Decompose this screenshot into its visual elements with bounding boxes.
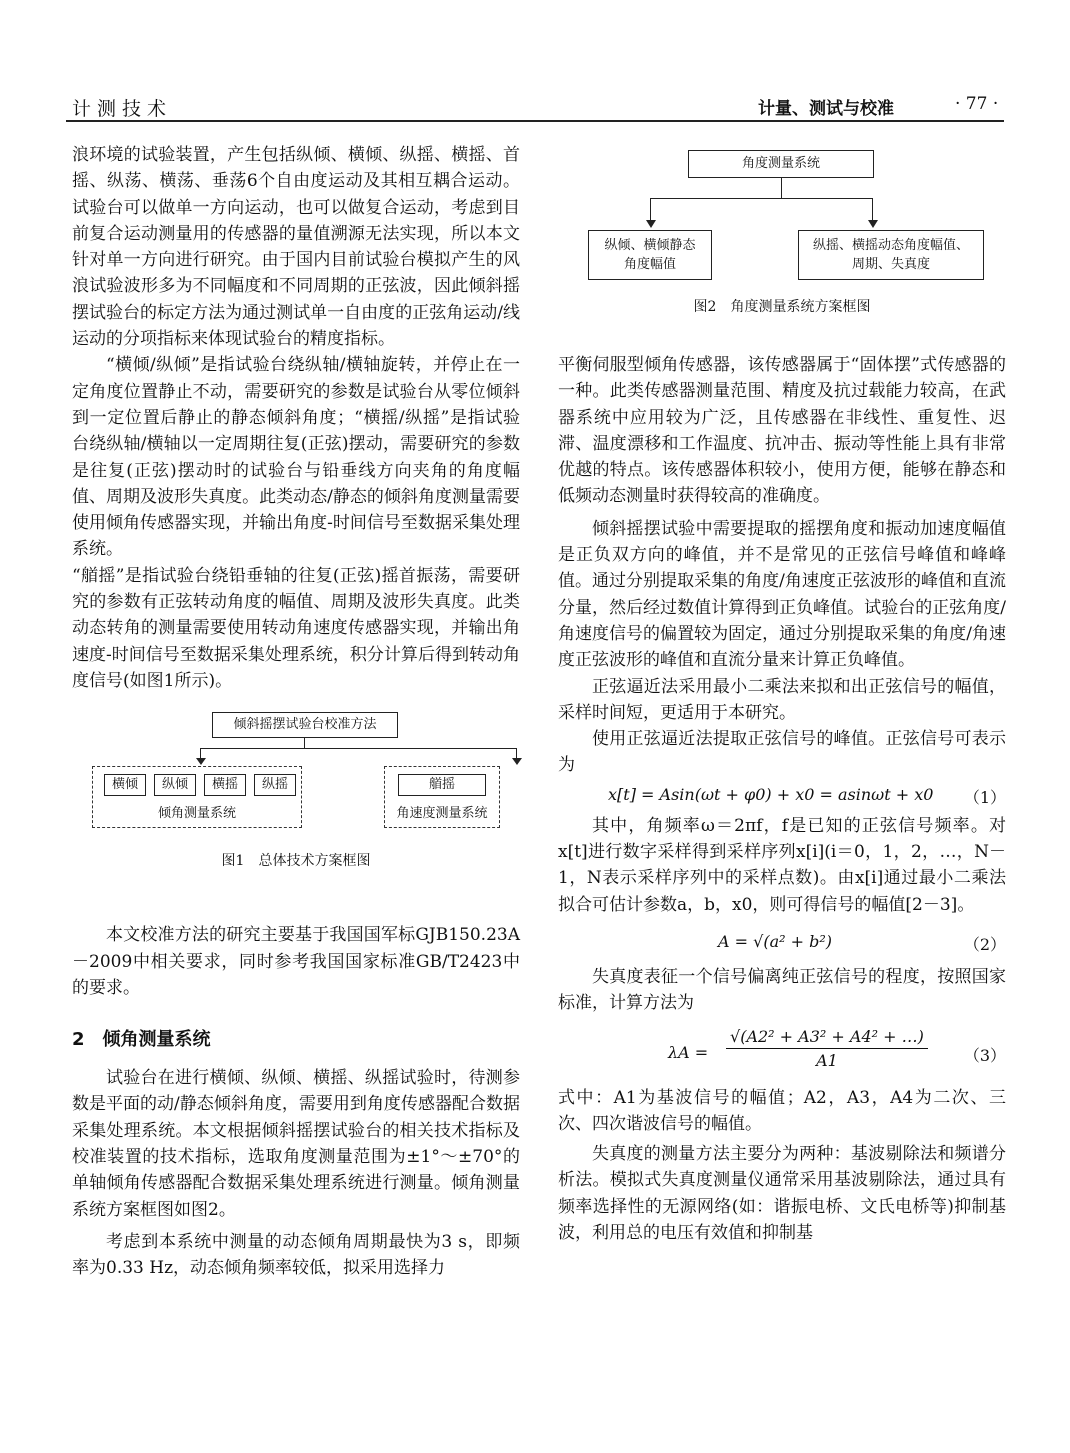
right-column xyxy=(558,352,1006,1246)
paragraph: 失真度的测量方法主要分为两种：基波剔除法和频谱分析法。模拟式失真度测量仪通常采用基波剔除法，通过具有频率选择性的无源网络(如：谐振电桥、文氏电桥等)抑制基波，利用总的电压有效值和抑制基 xyxy=(558,1144,1006,1244)
journal-name: 计测技术 xyxy=(72,98,173,120)
fig2-connector xyxy=(872,198,873,222)
paragraph: 使用正弦逼近法提取正弦信号的峰值。正弦信号可表示为 xyxy=(558,729,1006,776)
paragraph: 失真度表征一个信号偏离纯正弦信号的程度，按照国家标准，计算方法为 xyxy=(558,966,1006,1014)
fig2-arrowhead xyxy=(868,220,878,228)
fig1-connector xyxy=(200,748,516,749)
fig1-item: 横倾 xyxy=(104,774,146,796)
paragraph: 考虑到本系统中测量的动态倾角周期最快为3 s，即频率为0.33 Hz，动态倾角频率较低，拟采用选择力 xyxy=(72,1231,520,1279)
paragraph: 本文校准方法的研究主要基于我国国军标GJB150.23A－2009中相关要求，同时参考我国国家标准GB/T2423中的要求。 xyxy=(72,925,520,998)
fig1-group-label: 角速度测量系统 xyxy=(396,806,488,822)
paragraph: 浪环境的试验装置，产生包括纵倾、横倾、纵摇、横摇、首摇、纵荡、横荡、垂荡6个自由度运动及其相互耦合运动。试验台可以做单一方向运动，也可以做复合运动，考虑到目前复合运动测量用的传感器的量值溯源无法实现，所以本文针对单一方向进行研究。由于国内目前试验台模拟产生的风浪试验波形多为不同幅度和不同周期的正弦波，因此倾斜摇摆试验台的标定方法为通过测试单一自由度的正弦角运动/线运动的分项指标来体现试验台的精度指标。 xyxy=(72,145,520,350)
paragraph: 其中，角频率ω＝2πf，f是已知的正弦信号频率。对x[t]进行数字采样得到采样序列x[i](i＝0，1，2，…，N－1，N表示采样序列中的采样点数)。由x[i]通过最小二乘法拟合可估计参数a，b，x0，则可得信号的幅值[2－3]。 xyxy=(558,815,1006,915)
fig1-arrowhead xyxy=(196,758,206,765)
fig1-arrowhead xyxy=(512,758,522,765)
paragraph: “艏摇”是指试验台绕铅垂轴的往复(正弦)摇首振荡，需要研究的参数有正弦转动角度的幅值、周期及波形失真度。此类动态转角的测量需要使用转动角速度传感器实现，并输出角速度-时间信号至数据采集处理系统，积分计算后得到转动角度信号(如图1所示)。 xyxy=(72,565,520,691)
paragraph: 正弦逼近法采用最小二乘法来拟和出正弦信号的幅值，采样时间短，更适用于本研究。 xyxy=(558,676,1006,723)
equation-number: （3） xyxy=(963,1045,1006,1065)
equation-3 xyxy=(558,1027,1006,1081)
paragraph: 试验台在进行横倾、纵倾、横摇、纵摇试验时，待测参数是平面的动/静态倾斜角度，需要用到角度传感器配合数据采集处理系统。本文根据倾斜摇摆试验台的相关技术指标及校准装置的技术指标，选取角度测量范围为±1°～±70°的单轴倾角传感器配合数据采集处理系统进行测量。倾角测量系统方案框图如图2。 xyxy=(72,1068,520,1220)
figure-caption: 图2 角度测量系统方案框图 xyxy=(693,299,871,315)
paragraph: 倾斜摇摆试验中需要提取的摇摆角度和振动加速度幅值是正负双方向的峰值，并不是常见的正弦信号峰值和峰峰值。通过分别提取采集的角度/角速度正弦波形的峰值和直流分量，然后经过数值计算得到正负峰值。试验台的正弦角度/角速度信号的偏置较为固定，通过分别提取采集的角度/角速度正弦波形的峰值和直流分量来计算正负峰值。 xyxy=(558,518,1006,671)
fig2-left-box: 纵倾、横倾静态 角度幅值 xyxy=(588,230,712,280)
equation-2 xyxy=(558,928,1006,964)
fig2-connector xyxy=(650,198,872,199)
equation-number: （1） xyxy=(963,787,1006,807)
fig2-right-box: 纵摇、横摇动态角度幅值、 周期、失真度 xyxy=(798,230,984,280)
fig2-arrowhead xyxy=(646,220,656,228)
equation-3-fraction xyxy=(726,1027,928,1070)
fig2-title-box: 角度测量系统 xyxy=(688,150,874,178)
fig2-connector xyxy=(650,198,651,222)
equation-3-denominator: A1 xyxy=(816,1050,838,1070)
equation-number: （2） xyxy=(963,934,1006,954)
equation-3-numerator: √(A2² + A3² + A4² + …) xyxy=(726,1027,928,1049)
figure-caption: 图1 总体技术方案框图 xyxy=(221,853,371,870)
header-rule xyxy=(66,120,1004,122)
paragraph: 平衡伺服型倾角传感器，该传感器属于“固体摆”式传感器的一种。此类传感器测量范围、精度及抗过载能力较高，在武器系统中应用较为广泛，且传感器在非线性、重复性、迟滞、温度漂移和工作温度、抗冲击、振动等性能上具有非常优越的特点。该传感器体积较小，使用方便，能够在静态和低频动态测量时获得较高的准确度。 xyxy=(558,355,1006,507)
fig1-item: 纵摇 xyxy=(254,774,296,796)
paragraph: “横倾/纵倾”是指试验台绕纵轴/横轴旋转，并停止在一定角度位置静止不动，需要研究的参数是试验台从零位倾斜到一定位置后静止的静态倾斜角度；“横摇/纵摇”是指试验台绕纵轴/横轴以一定周期往复(正弦)摆动，需要研究的参数是往复(正弦)摆动时的试验台与铅垂线方向夹角的角度幅值、周期及波形失真度。此类动态/静态的倾斜角度测量需要使用倾角传感器实现，并输出角度-时间信号至数据采集处理系统。 xyxy=(72,355,520,560)
section-name: 计量、测试与校准 xyxy=(758,99,894,119)
page-number: · 77 · xyxy=(955,94,999,114)
paragraph: 式中：A1为基波信号的幅值；A2，A3，A4为二次、三次、四次谐波信号的幅值。 xyxy=(558,1087,1006,1134)
section-heading: 2 倾角测量系统 xyxy=(72,1029,211,1051)
fig1-title-box: 倾斜摇摆试验台校准方法 xyxy=(212,712,398,738)
fig1-group-label: 倾角测量系统 xyxy=(157,806,236,822)
equation-2-body: A = √(a² + b²) xyxy=(718,931,832,951)
equation-1 xyxy=(558,783,1006,813)
equation-1-body: x[t] = Asin(ωt + φ0) + x0 = asinωt + x0 xyxy=(608,784,934,804)
fig1-connector xyxy=(304,738,305,748)
fig2-connector xyxy=(781,178,782,198)
figure-1 xyxy=(72,712,520,890)
figure-2 xyxy=(558,150,1006,340)
left-column xyxy=(72,142,520,1282)
fig1-item: 纵倾 xyxy=(154,774,196,796)
fig1-item: 横摇 xyxy=(204,774,246,796)
equation-3-lhs: λA = xyxy=(668,1042,709,1062)
fig1-item-yaw: 艏摇 xyxy=(398,774,486,796)
